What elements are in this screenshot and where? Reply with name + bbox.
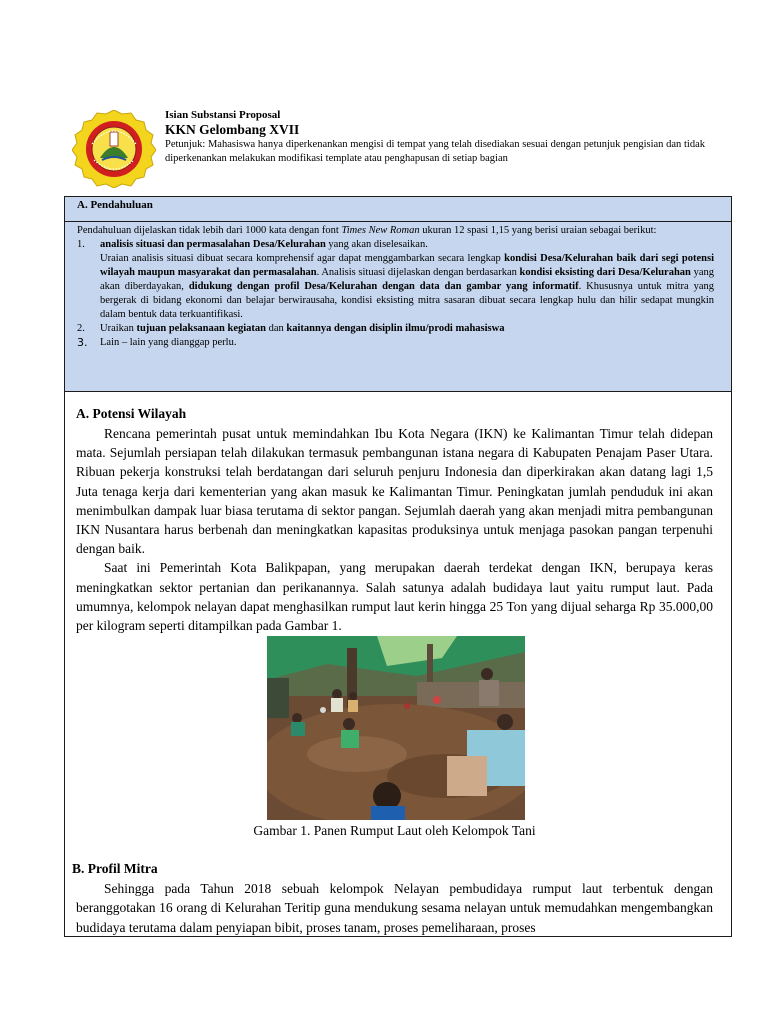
document-kind: Isian Substansi Proposal [165, 109, 281, 121]
photo-image [267, 636, 525, 820]
paragraph-3: Sehingga pada Tahun 2018 sebuah kelompok Nelayan pembudidaya rumput laut terbentuk dengan beranggotakan 16 orang di Kelurahan Teritip guna mendukung sesama nelayan untuk memudahkan mengembangkan budidaya terutama dalam penyiapan bibit, proses tanam, proses pemeliharaan, proses [76, 881, 713, 935]
section-content [64, 392, 732, 937]
header-text [165, 108, 705, 165]
section-a-header: A. Pendahuluan [64, 196, 732, 222]
font-name: Times New Roman [341, 225, 420, 236]
paragraph-1: Rencana pemerintah pusat untuk memindahkan Ibu Kota Negara (IKN) ke Kalimantan Timur telah didepan mata. Sejumlah persiapan telah dilakukan termasuk pembangunan istana negara di Kabupaten Penajam Paser Utara. Ribuan pekerja konstruksi telah berdatangan dari seluruh penjuru Indonesia dan diperkirakan akan datang lagi 1,5 Juta tenaga kerja dari kementerian yang akan masuk ke Kalimantan Timur. Peningkatan jumlah penduduk ini akan menimbulkan dampak luar biasa terutama di sektor pangan. Sejumlah daerah yang akan menjadi mitra pembangunan IKN Nusantara harus berbenah dan meningkatkan kapasitas produksinya untuk menjaga pasokan pangan terpenuhi dengan baik. [76, 426, 713, 557]
guidance-item-1: 1. analisis situasi dan permasalahan Desa/Kelurahan yang akan diselesaikan. Uraian analisis situasi dibuat secara komprehensif agar dapat menggambarkan secara lengkap kondisi Desa/Kelurahan baik dari segi potensi wilayah maupun masyarakat dan permasalahan. Analisis situasi dijelaskan dengan berdasarkan kondisi eksisting dari Desa/Kelurahan yang akan diberdayakan, didukung dengan profil Desa/Kelurahan dengan data dan gambar yang informatif. Khususnya untuk mitra yang bergerak di bidang ekonomi dan belajar berwirausaha, kondisi eksisting mitra sasaran dibuat secara lengkap hulu dan hilir sedapat mungkin dalam bentuk data terkuantifikasi. [77, 239, 714, 320]
document-title: KKN Gelombang XVII [165, 122, 300, 137]
guidance-item-2: 2. Uraikan tujuan pelaksanaan kegiatan dan kaitannya dengan disiplin ilmu/prodi mahasiswa [77, 323, 505, 334]
university-logo-icon [72, 110, 156, 188]
document-header [72, 108, 712, 188]
paragraph-2: Saat ini Pemerintah Kota Balikpapan, yang merupakan daerah terdekat dengan IKN, berupaya keras meningkatkan sektor pertanian dan perikanannya. Salah satunya adalah budidaya laut yaitu rumput laut. Pada umumnya, kelompok nelayan dapat menghasilkan rumput laut kerin hingga 25 Ton yang dijual seharga Rp 35.000,00 per kilogram seperti ditampilkan pada Gambar 1. [76, 560, 713, 634]
figure-caption: Gambar 1. Panen Rumput Laut oleh Kelompok Tani [253, 823, 536, 839]
section-a-guidance [64, 222, 732, 392]
heading-potensi-wilayah: A. Potensi Wilayah [76, 406, 187, 421]
guidance-item-3: 3. Lain – lain yang dianggap perlu. [77, 336, 237, 349]
guidance-intro: Pendahuluan dijelaskan tidak lebih dari 1000 kata dengan font Times New Roman ukuran 12 spasi 1,15 yang berisi uraian sebagai berikut: [77, 225, 657, 236]
document-instruction: Petunjuk: Mahasiswa hanya diperkenankan mengisi di tempat yang telah disediakan sesuai dengan petunjuk pengisian dan tidak diperkenankan melakukan modifikasi template atau penghapusan di setiap bagian [165, 139, 705, 164]
guidance-item-1-detail: Uraian analisis situasi dibuat secara komprehensif agar dapat menggambarkan secara lengkap kondisi Desa/Kelurahan baik dari segi potensi wilayah maupun masyarakat dan permasalahan. Analisis situasi dijelaskan dengan berdasarkan kondisi eksisting dari Desa/Kelurahan yang akan diberdayakan, didukung dengan profil Desa/Kelurahan dengan data dan gambar yang informatif. Khususnya untuk mitra yang bergerak di bidang ekonomi dan belajar berwirausaha, kondisi eksisting mitra sasaran dibuat secara lengkap hulu dan hilir sedapat mungkin dalam bentuk data terkuantifikasi. [100, 253, 714, 320]
heading-profil-mitra: B. Profil Mitra [72, 861, 158, 877]
seaweed-harvest-photo [267, 636, 525, 820]
